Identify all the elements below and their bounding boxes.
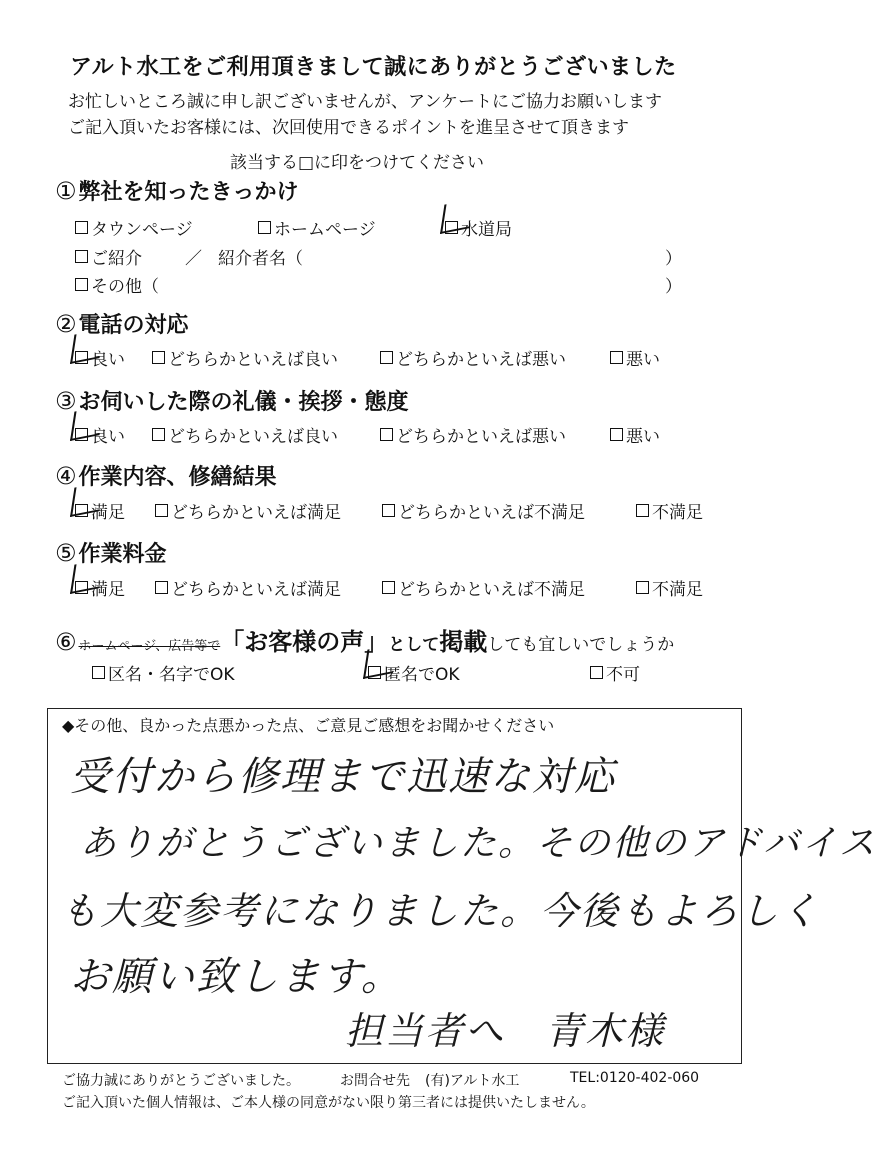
q1-introducer-label: 紹介者名（: [218, 249, 303, 269]
q1-title: [55, 175, 299, 206]
q6-title: [55, 622, 674, 657]
option-label: どちらかといえば満足: [171, 503, 341, 523]
checkbox[interactable]: [610, 428, 623, 441]
comment-label: ◆その他、良かった点悪かった点、ご意見ご感想をお聞かせください: [62, 716, 555, 735]
q1-option-homepage[interactable]: [258, 215, 376, 240]
checkbox[interactable]: [636, 504, 649, 517]
q2-number: ②: [55, 310, 77, 338]
checkbox-checked[interactable]: [368, 666, 381, 679]
q3-number: ③: [55, 387, 77, 415]
option-label: どちらかといえば良い: [168, 350, 338, 370]
q3-option-good[interactable]: [75, 422, 125, 447]
q4-option-satisfied[interactable]: [75, 498, 125, 523]
q2-option-rather-bad[interactable]: [380, 345, 566, 370]
q3-title: [55, 385, 409, 416]
option-label: どちらかといえば悪い: [396, 350, 566, 370]
option-label: どちらかといえば悪い: [396, 427, 566, 447]
option-label: ホームページ: [274, 220, 376, 240]
option-label: 悪い: [626, 350, 660, 370]
checkbox-checked[interactable]: [75, 504, 88, 517]
option-label: どちらかといえば良い: [168, 427, 338, 447]
option-label: どちらかといえば不満足: [398, 503, 585, 523]
survey-title: アルト水工をご利用頂きまして誠にありがとうございました: [70, 55, 677, 80]
option-label: ご紹介: [91, 249, 142, 269]
q6-suffix: しても宜しいでしょうか: [487, 635, 675, 655]
q1-introducer-close: ）: [665, 249, 682, 269]
points-line: ご記入頂いたお客様には、次回使用できるポイントを進呈させて頂きます: [68, 118, 629, 138]
instruction: 該当する□に印をつけてください: [230, 153, 485, 173]
option-label: その他（: [91, 277, 159, 297]
q4-title-text: 作業内容、修繕結果: [78, 465, 277, 490]
footer-privacy: ご記入頂いた個人情報は、ご本人様の同意がない限り第三者には提供いたしません。: [62, 1095, 595, 1111]
checkbox[interactable]: [610, 351, 623, 364]
checkbox[interactable]: [75, 250, 88, 263]
q1-option-other[interactable]: [75, 272, 159, 297]
q2-option-bad[interactable]: [610, 345, 660, 370]
q5-option-dissatisfied[interactable]: [636, 575, 703, 600]
q5-number: ⑤: [55, 539, 77, 567]
q4-option-rather-dissatisfied[interactable]: [382, 498, 585, 523]
checkbox[interactable]: [382, 504, 395, 517]
checkbox[interactable]: [636, 581, 649, 594]
checkbox[interactable]: [155, 504, 168, 517]
checkbox-checked[interactable]: [75, 428, 88, 441]
q6-option-name-ok[interactable]: [92, 660, 235, 685]
footer-contact-label: お問合せ先: [340, 1073, 410, 1089]
q2-option-rather-good[interactable]: [152, 345, 338, 370]
q5-title: [55, 537, 167, 568]
q2-option-good[interactable]: [75, 345, 125, 370]
q6-prefix: ホームページ、広告等で: [78, 639, 221, 654]
q1-option-townpage[interactable]: [75, 215, 193, 240]
checkbox[interactable]: [258, 221, 271, 234]
checkbox[interactable]: [152, 428, 165, 441]
request-line: お忙しいところ誠に申し訳ございませんが、アンケートにご協力お願いします: [68, 92, 662, 112]
q1-option-waterworks[interactable]: [445, 215, 512, 240]
checkbox[interactable]: [155, 581, 168, 594]
option-label: 不満足: [652, 503, 703, 523]
q6-middle: として: [388, 635, 440, 655]
q4-option-dissatisfied[interactable]: [636, 498, 703, 523]
option-label: どちらかといえば不満足: [398, 580, 585, 600]
option-label: 不満足: [652, 580, 703, 600]
q3-option-rather-bad[interactable]: [380, 422, 566, 447]
option-label: 区名・名字でOK: [108, 665, 235, 685]
q1-other-close: ）: [665, 277, 682, 297]
q4-option-rather-satisfied[interactable]: [155, 498, 341, 523]
option-label: 悪い: [626, 427, 660, 447]
q4-number: ④: [55, 462, 77, 490]
q5-option-rather-dissatisfied[interactable]: [382, 575, 585, 600]
checkbox-checked[interactable]: [445, 221, 458, 234]
option-label: 匿名でOK: [384, 665, 460, 685]
checkbox[interactable]: [382, 581, 395, 594]
option-label: どちらかといえば満足: [171, 580, 341, 600]
footer-company: (有)アルト水工: [425, 1073, 520, 1089]
checkbox-checked[interactable]: [75, 351, 88, 364]
option-label: 水道局: [461, 220, 512, 240]
option-label: 満足: [91, 503, 125, 523]
checkbox[interactable]: [152, 351, 165, 364]
handwritten-line-3: も大変参考になりました。今後もよろしく: [60, 889, 821, 933]
handwritten-line-1: 受付から修理まで迅速な対応: [70, 754, 616, 800]
checkbox[interactable]: [380, 351, 393, 364]
q6-number: ⑥: [55, 628, 77, 656]
checkbox[interactable]: [92, 666, 105, 679]
handwritten-signature: 担当者へ 青木様: [345, 1009, 666, 1053]
q5-option-rather-satisfied[interactable]: [155, 575, 341, 600]
q5-title-text: 作業料金: [78, 542, 167, 567]
footer-tel: TEL:0120-402-060: [570, 1070, 700, 1086]
q6-option-anonymous-ok[interactable]: [368, 660, 460, 685]
q3-title-text: お伺いした際の礼儀・挨拶・態度: [78, 390, 409, 415]
checkbox[interactable]: [75, 221, 88, 234]
option-label: タウンページ: [91, 220, 193, 240]
q2-title-text: 電話の対応: [78, 313, 189, 338]
q6-voice: 「お客様の声」: [220, 628, 389, 656]
checkbox-checked[interactable]: [75, 581, 88, 594]
q5-option-satisfied[interactable]: [75, 575, 125, 600]
footer-thanks: ご協力誠にありがとうございました。: [62, 1073, 300, 1089]
option-label: 良い: [91, 427, 125, 447]
checkbox[interactable]: [380, 428, 393, 441]
q3-option-bad[interactable]: [610, 422, 660, 447]
q6-option-not-allowed[interactable]: [590, 660, 640, 685]
option-label: 満足: [91, 580, 125, 600]
q3-option-rather-good[interactable]: [152, 422, 338, 447]
q1-title-text: 弊社を知ったきっかけ: [78, 180, 299, 205]
q1-option-introduction[interactable]: [75, 244, 142, 269]
q6-post: 掲載: [439, 628, 488, 656]
option-label: 良い: [91, 350, 125, 370]
q1-number: ①: [55, 177, 77, 205]
handwritten-line-4: お願い致します。: [70, 954, 403, 1000]
handwritten-line-2: ありがとうございました。その他のアドバイス: [80, 823, 877, 864]
checkbox[interactable]: [75, 278, 88, 291]
option-label: 不可: [606, 665, 640, 685]
q1-slash: ／: [185, 249, 202, 269]
checkbox[interactable]: [590, 666, 603, 679]
